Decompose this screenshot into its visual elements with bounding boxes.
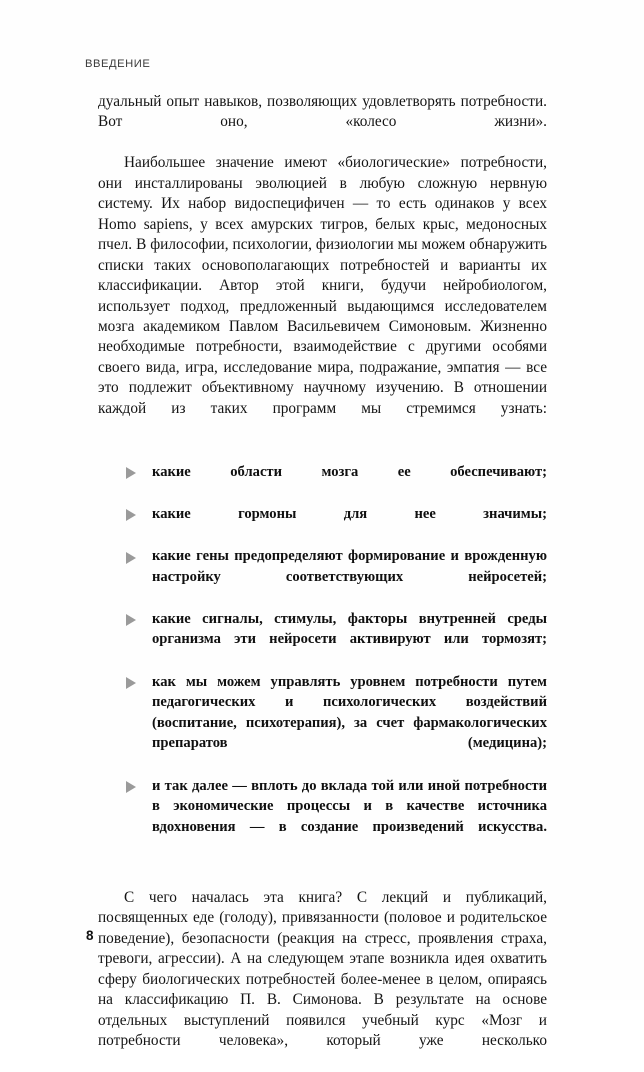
list-item bbox=[126, 776, 547, 858]
needs-question-list bbox=[126, 462, 547, 858]
paragraph-continued: дуальный опыт навыков, позволяющих удовлетворять потребности. Вот оно, «колесо жизни». bbox=[98, 93, 547, 131]
list-item bbox=[126, 672, 547, 775]
right-triangle-icon bbox=[126, 677, 136, 689]
list-item bbox=[126, 462, 547, 503]
list-item bbox=[126, 546, 547, 608]
list-item-label: какие гормоны для нее значимы; bbox=[152, 505, 547, 522]
closing-block bbox=[98, 888, 547, 1072]
right-triangle-icon bbox=[126, 467, 136, 479]
right-triangle-icon bbox=[126, 614, 136, 626]
list-item-label: какие сигналы, стимулы, факторы внутренней среды организма эти нейросети активируют или тормозят; bbox=[152, 610, 547, 648]
list-item-label: и так далее — вплоть до вклада той или иной потребности в экономические процессы и в качестве источника вдохновения — в создание произведений искусства. bbox=[152, 777, 547, 835]
paragraph-origin-of-book: С чего началась эта книга? С лекций и публикаций, посвященных еде (голоду), привязанности (половое и родительское поведение), безопасности (реакция на стресс, проявления страха, тревоги, агрессии). А на следующем этапе возникла идея охватить сферу биологических потребностей более-менее в целом, опираясь на классификацию П. В. Симонова. В результате на основе отдельных выступлений появился учебный курс «Мозг и потребности человека», который уже несколько bbox=[98, 888, 547, 1050]
page-number: 8 bbox=[86, 928, 94, 943]
paragraph-biological-needs: Наибольшее значение имеют «биологические» потребности, они инсталлированы эволюцией в любую сложную нервную систему. Их набор видоспецифичен — то есть одинаков у всех Homo sapiens, у всех амурских тигров, белых крыс, медоносных пчел. В философии, психологии, физиологии мы можем обнаружить списки таких основополагающих потребностей и варианты их классификации. Автор этой книги, будучи нейробиологом, использует подход, предложенный выдающимся исследователем мозга академиком Павлом Васильевичем Симоновым. Жизненно необходимые потребности, взаимодействие с другими особями своего вида, игра, исследование мира, подражание, эмпатия — все это подлежит объективному научному изучению. В отношении каждой из таких программ мы стремимся узнать: bbox=[98, 154, 547, 417]
list-item bbox=[126, 609, 547, 671]
running-head: ВВЕДЕНИЕ bbox=[85, 58, 151, 70]
right-triangle-icon bbox=[126, 509, 136, 521]
list-item-label: какие гены предопределяют формирование и врожденную настройку соответствующих нейросетей; bbox=[152, 548, 547, 585]
right-triangle-icon bbox=[126, 552, 136, 564]
list-item-label: как мы можем управлять уровнем потребности путем педагогических и психологических воздействий (воспитание, психотерапия), за счет фармакологических препаратов (медицина); bbox=[152, 673, 547, 752]
list-item bbox=[126, 504, 547, 545]
list-item-label: какие области мозга ее обеспечивают; bbox=[152, 463, 547, 480]
text-column bbox=[98, 92, 547, 1072]
right-triangle-icon bbox=[126, 781, 136, 793]
